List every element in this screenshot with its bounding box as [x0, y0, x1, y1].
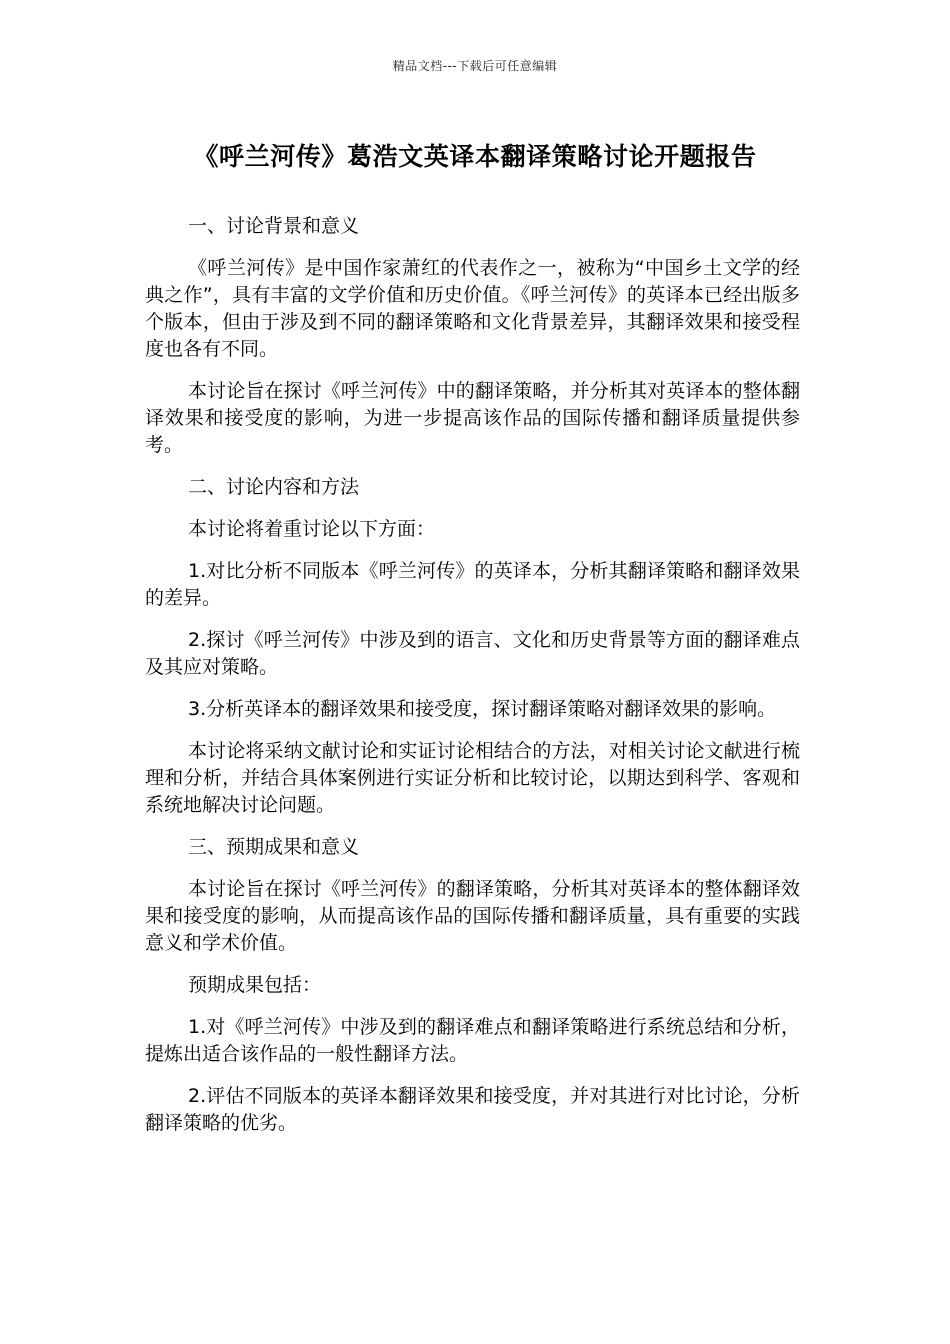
- document-body: [145, 213, 800, 1152]
- list-item: 3.分析英译本的翻译效果和接受度，探讨翻译策略对翻译效果的影响。: [188, 698, 777, 720]
- paragraph: 预期成果包括：: [188, 974, 322, 996]
- paragraph: 本讨论将采纳文献讨论和实证讨论相结合的方法，对相关讨论文献进行梳理和分析，并结合具体案例进行实证分析和比较讨论，以期达到科学、客观和系统地解决讨论问题。: [145, 740, 800, 816]
- list-item: 1.对《呼兰河传》中涉及到的翻译难点和翻译策略进行系统总结和分析，提炼出适合该作品的一般性翻译方法。: [145, 1016, 800, 1065]
- paragraph: 本讨论将着重讨论以下方面：: [188, 518, 436, 540]
- paragraph: 《呼兰河传》是中国作家萧红的代表作之一，被称为“中国乡土文学的经典之作”，具有丰富的文学价值和历史价值。《呼兰河传》的英译本已经出版多个版本，但由于涉及到不同的翻译策略和文化背景差异，其翻译效果和接受程度也各有不同。: [145, 257, 800, 360]
- paragraph: 本讨论旨在探讨《呼兰河传》的翻译策略，分析其对英译本的整体翻译效果和接受度的影响，从而提高该作品的国际传播和翻译质量，具有重要的实践意义和学术价值。: [145, 878, 800, 954]
- section-heading-background: 一、讨论背景和意义: [188, 215, 360, 237]
- section-heading-content-method: 二、讨论内容和方法: [188, 476, 360, 498]
- list-item: 2.探讨《呼兰河传》中涉及到的语言、文化和历史背景等方面的翻译难点及其应对策略。: [145, 629, 800, 678]
- list-item: 2.评估不同版本的英译本翻译效果和接受度，并对其进行对比讨论，分析翻译策略的优劣。: [145, 1085, 800, 1134]
- paragraph: 本讨论旨在探讨《呼兰河传》中的翻译策略，并分析其对英译本的整体翻译效果和接受度的影响，为进一步提高该作品的国际传播和翻译质量提供参考。: [145, 380, 800, 456]
- list-item: 1.对比分析不同版本《呼兰河传》的英译本，分析其翻译策略和翻译效果的差异。: [145, 560, 800, 609]
- header-note: 精品文档---下载后可任意编辑: [392, 59, 558, 73]
- section-heading-expected-results: 三、预期成果和意义: [188, 836, 360, 858]
- document-title: 《呼兰河传》葛浩文英译本翻译策略讨论开题报告: [193, 142, 757, 171]
